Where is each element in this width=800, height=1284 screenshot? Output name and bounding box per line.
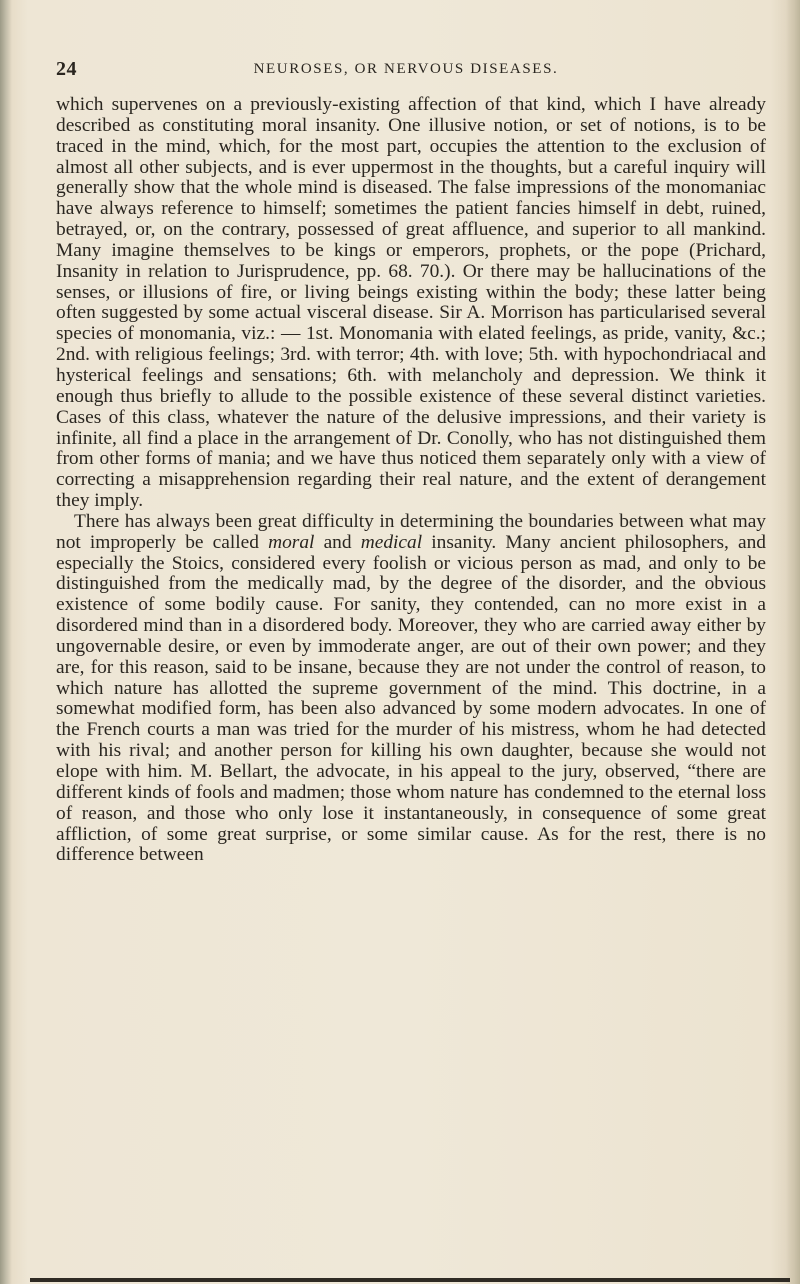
bottom-edge-rule bbox=[30, 1278, 790, 1282]
running-head bbox=[56, 58, 756, 80]
paragraph bbox=[56, 95, 766, 512]
text-run: which supervenes on a previously-existing affection of that kind, which I have already described as constituting moral insanity. One illusive notion, or set of notions, is to be traced in the mind, which, for the most part, occupies the attention to the exclusion of almost all other subjects, and is ever uppermost in the thoughts, but a careful inquiry will generally show that the whole mind is diseased. The false impressions of the monomaniac have always reference to himself; sometimes the patient fancies himself in debt, ruined, betrayed, or, on the contrary, possessed of great affluence, and superior to all mankind. Many imagine themselves to be kings or emperors, prophets, or the pope (Prichard, Insanity in relation to Jurisprudence, pp. 68. 70.). Or there may be hallucinations of the senses, or illusions of fire, or living beings existing within the body; these latter being often suggested by some actual visceral disease. Sir A. Morrison has particularised several species of monomania, viz.: — 1st. Monomania with elated feelings, as pride, vanity, &c.; 2nd. with religious feelings; 3rd. with terror; 4th. with love; 5th. with hypochondriacal and hysterical feelings and sensations; 6th. with melancholy and depression. We think it enough thus briefly to allude to the possible existence of these several distinct varieties. Cases of this class, whatever the nature of the delusive impressions, and their variety is infinite, all find a place in the arrangement of Dr. Conolly, who has not distinguished them from other forms of mania; and we have thus noticed them separately only with a view of correcting a misapprehension regarding their real nature, and the extent of derangement they imply. bbox=[56, 94, 766, 512]
italic-term: medical bbox=[360, 531, 423, 553]
body-text bbox=[56, 95, 766, 866]
italic-term: moral bbox=[268, 531, 315, 553]
page-left-edge-shadow bbox=[0, 0, 12, 1284]
page-number: 24 bbox=[56, 58, 77, 80]
text-run: There has always been great difficulty in determining the boundaries between what may not improperly be called bbox=[56, 510, 766, 553]
running-title: NEUROSES, OR NERVOUS DISEASES. bbox=[253, 61, 559, 77]
text-run: and bbox=[314, 531, 361, 553]
page-right-edge-shadow bbox=[786, 0, 800, 1284]
text-run: insanity. Many ancient philosophers, and especially the Stoics, considered every foolish or vicious person as mad, and only to be distinguished from the medically mad, by the degree of the disorder, and the obvious existence of some bodily cause. For sanity, they contended, can no more exist in a disordered mind than in a disordered body. Moreover, they who are carried away either by ungovernable desire, or even by immoderate anger, are out of their own power; and they are, for this reason, said to be insane, because they are not under the control of reason, to which nature has allotted the supreme government of the mind. This doctrine, in a somewhat modified form, has been also advanced by some modern advocates. In one of the French courts a man was tried for the murder of his mistress, whom he had detected with his rival; and another person for killing his own daughter, because she would not elope with him. M. Bellart, the advocate, in his appeal to the jury, observed, “there are different kinds of fools and madmen; those whom nature has condemned to the eternal loss of reason, and those who only lose it instantaneously, in consequence of some great affliction, of some great surprise, or some similar cause. As for the rest, there is no difference between bbox=[56, 531, 766, 866]
paragraph bbox=[56, 512, 766, 866]
